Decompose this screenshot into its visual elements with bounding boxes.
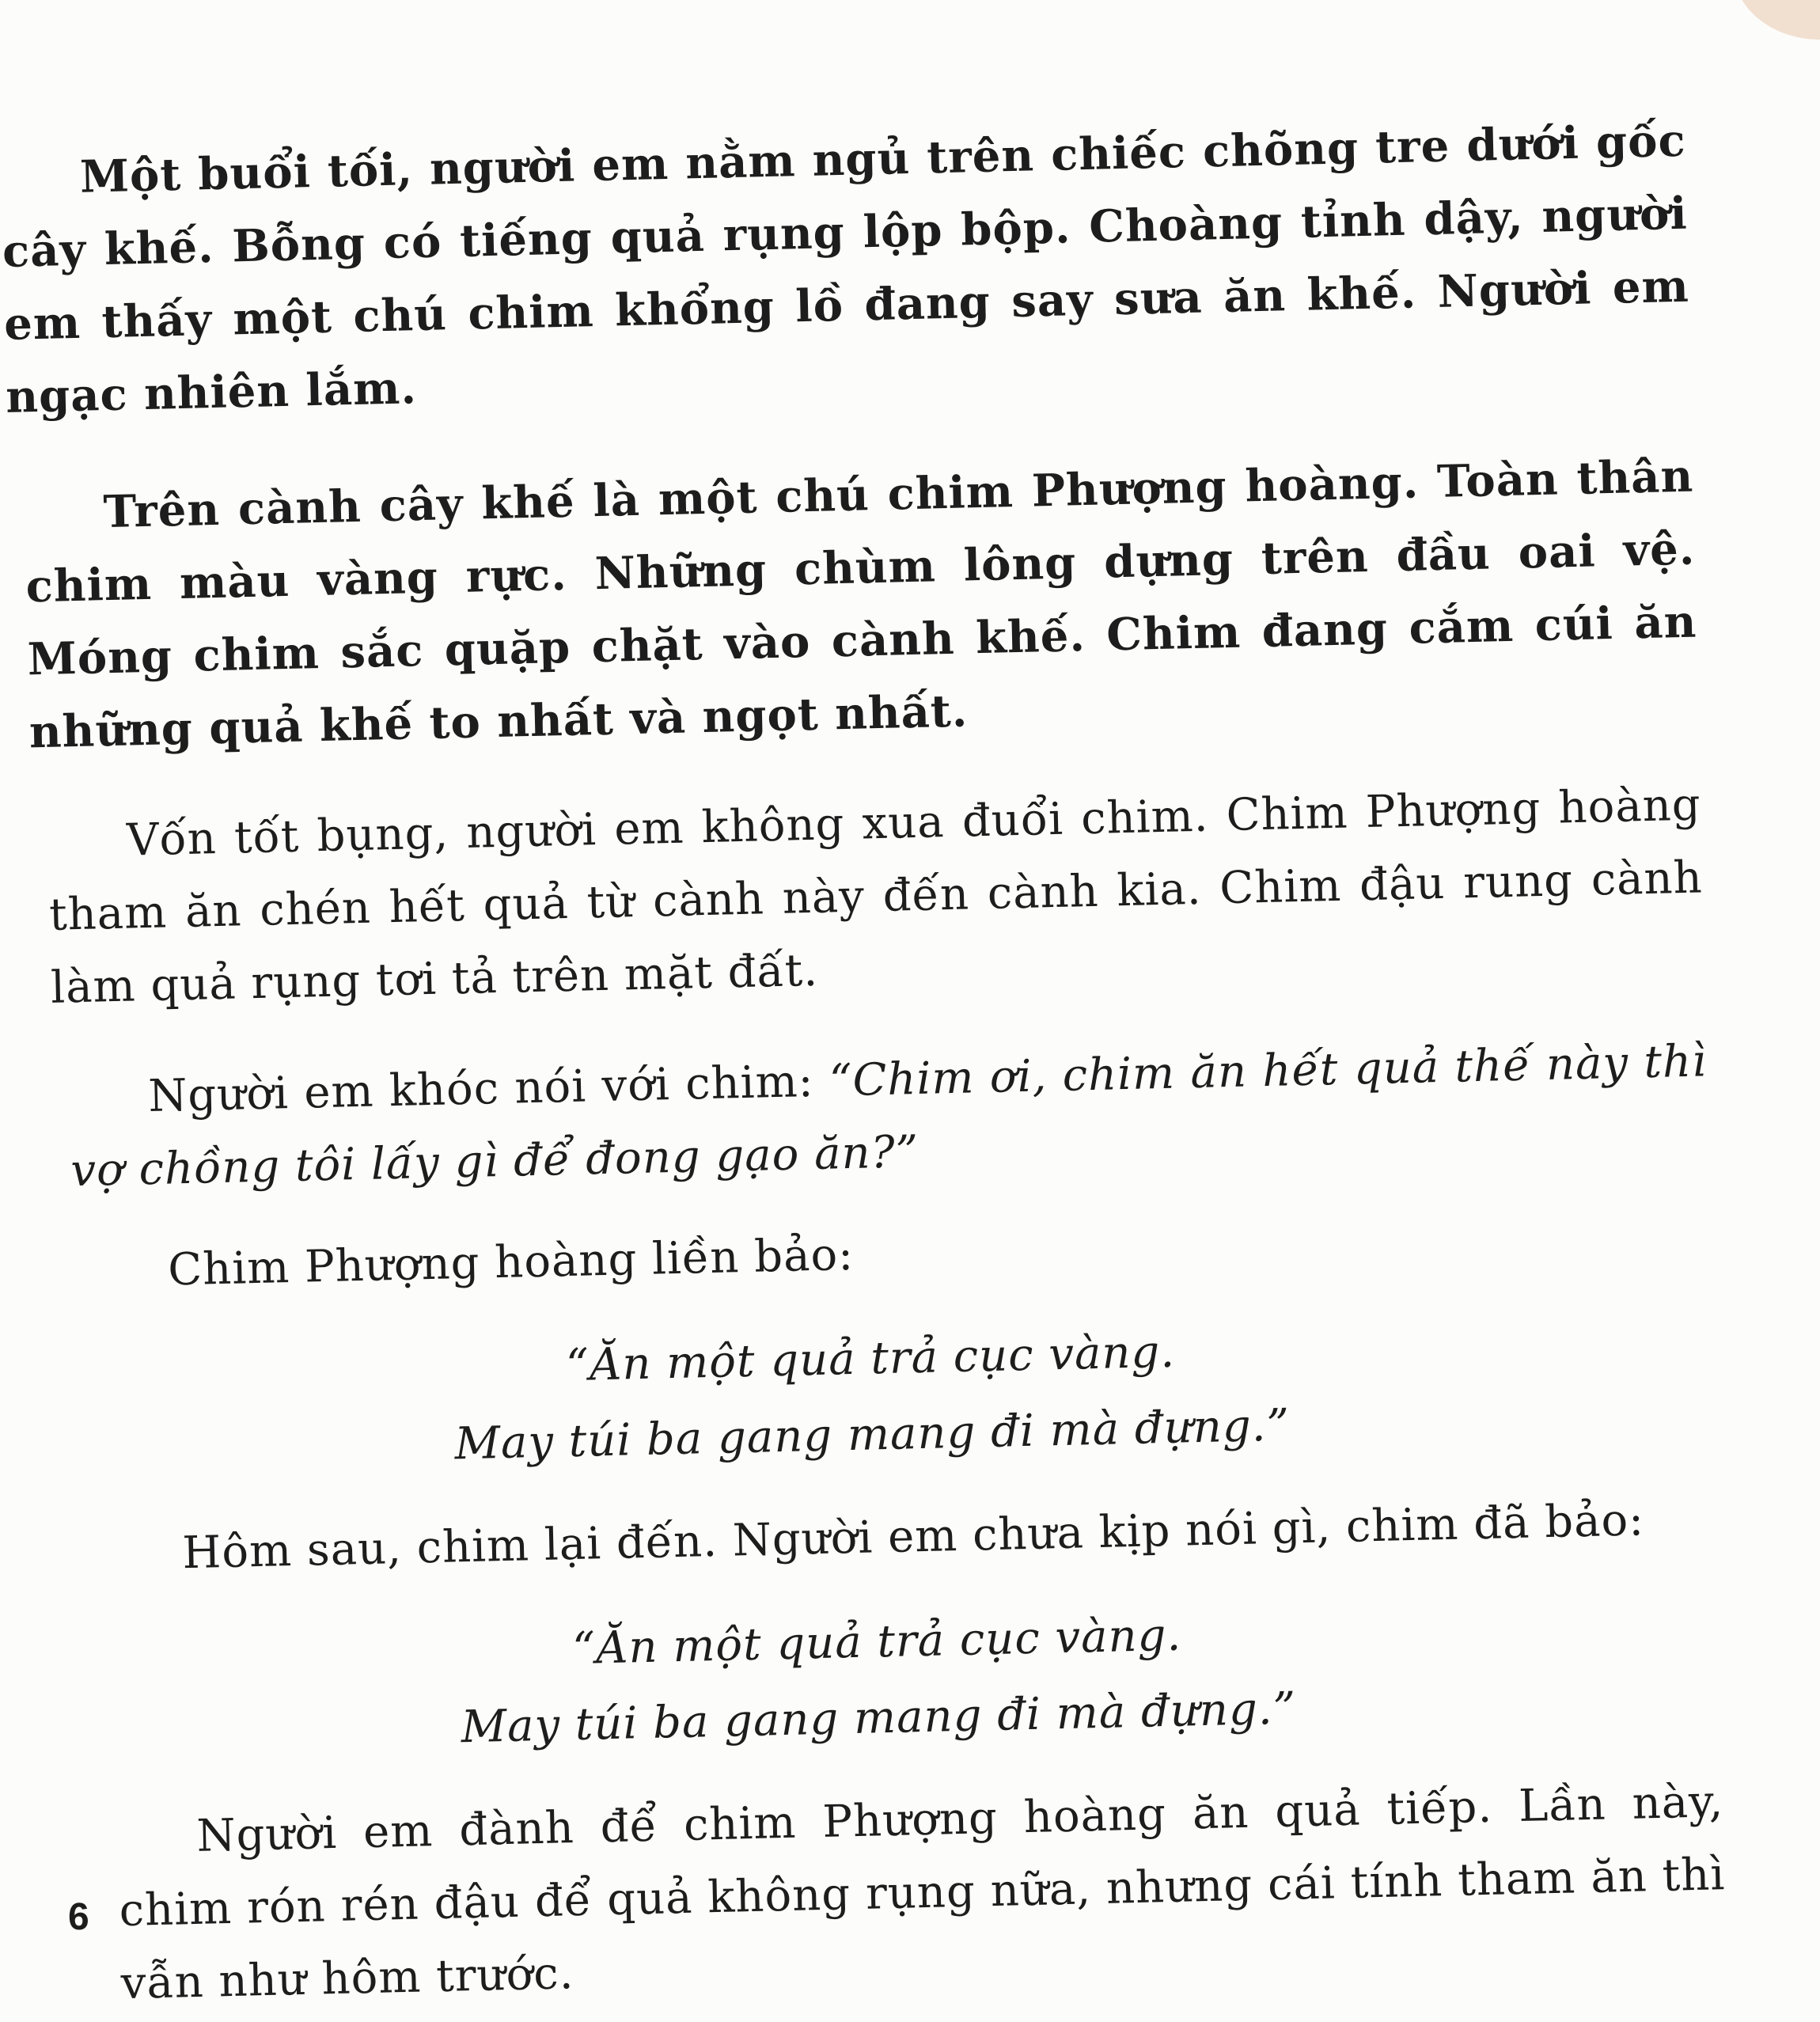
paragraph-7: Người em đành để chim Phượng hoàng ăn quả tiếp. Lần này, chim rón rén đậu để quả không rụng nữa, nhưng cái tính tham ăn thì vẫn như hôm trước. <box>118 1776 1726 2010</box>
verse-2 <box>33 1585 1722 1775</box>
verse-1-line-1: “Ăn một quả trả cục vàng. <box>565 1326 1176 1392</box>
verse-2-line-2: May túi ba gang mang đi mà đựng.” <box>460 1682 1297 1754</box>
verse-1 <box>27 1302 1716 1492</box>
paragraph-1: Một buổi tối, người em nằm ngủ trên chiếc chõng tre dưới gốc cây khế. Bỗng có tiếng quả rụng lộp bộp. Choàng tỉnh dậy, người em thấy một chú chim khổng lồ đang say sưa ăn khế. Người em ngạc nhiên lắm. <box>2 114 1690 423</box>
verse-2-line-1: “Ăn một quả trả cục vàng. <box>571 1609 1182 1675</box>
paragraph-4-quote: “Chim ơi, chim ăn hết quả thế này thì vợ chồng tôi lấy gì để đong gạo ăn?” <box>70 1035 1708 1197</box>
page-number: 6 <box>68 1896 89 1938</box>
paragraph-5: Chim Phượng hoàng liền bảo: <box>167 1228 855 1296</box>
page-corner-shadow <box>1733 0 1820 40</box>
paragraph-3: Vốn tốt bụng, người em không xua đuổi chim. Chim Phượng hoàng tham ăn chén hết quả từ cành này đến cành kia. Chim đậu rung cành làm quả rụng tơi tả trên mặt đất. <box>48 779 1704 1014</box>
verse-1-line-2: May túi ba gang mang đi mà đựng.” <box>453 1399 1291 1470</box>
paragraph-4 <box>21 1025 1709 1208</box>
story-text <box>0 104 1727 2022</box>
paragraph-4-lead: Người em khóc nói với chim: <box>147 1055 830 1123</box>
paragraph-2: Trên cành cây khế là một chú chim Phượng hoàng. Toàn thân chim màu vàng rực. Những chùm lông dựng trên đầu oai vệ. Móng chim sắc quặp chặt vào cành khế. Chim đang cắm cúi ăn những quả khế to nhất và ngọt nhất. <box>25 450 1698 759</box>
paragraph-6: Hôm sau, chim lại đến. Người em chưa kịp nói gì, chim đã bảo: <box>181 1494 1645 1580</box>
